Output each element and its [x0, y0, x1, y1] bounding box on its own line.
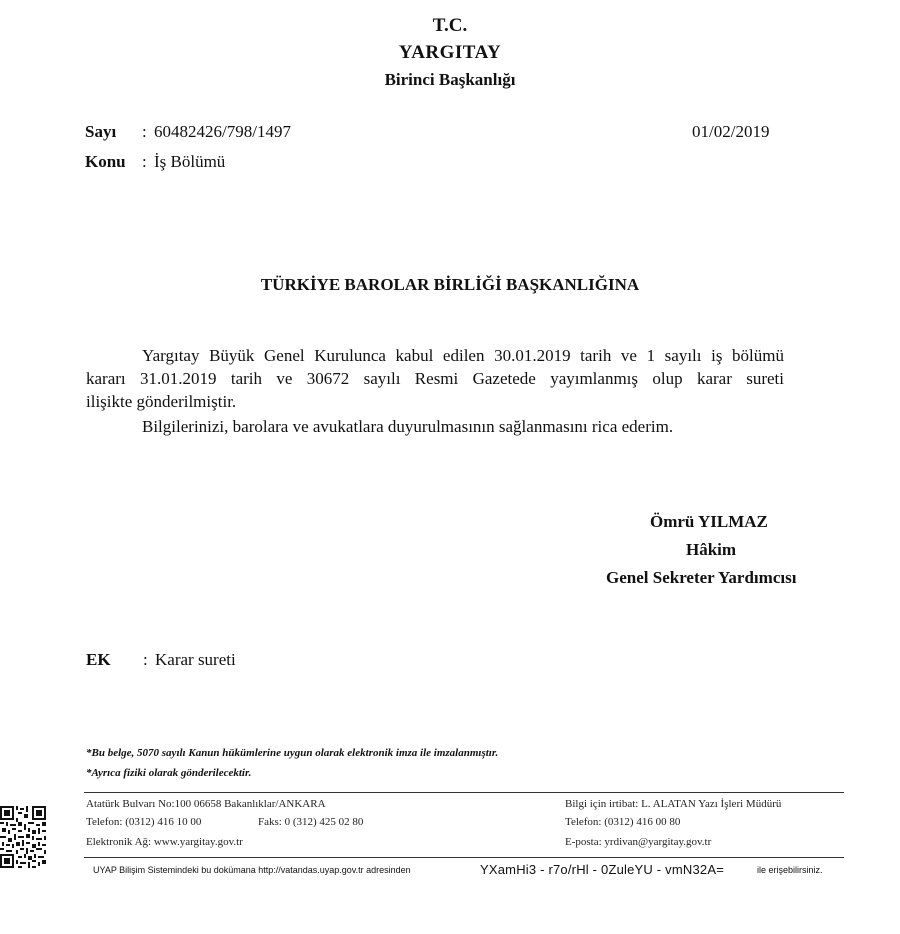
paragraph-line: ilişikte gönderilmiştir.: [86, 392, 237, 411]
attachment-label: EK: [86, 650, 111, 669]
signer-role: Genel Sekreter Yardımcısı: [606, 568, 797, 587]
footer-contact-person: Bilgi için irtibat: L. ALATAN Yazı İşleri Müdürü: [565, 798, 782, 810]
document-date: 01/02/2019: [692, 122, 770, 141]
subject-colon: :: [142, 152, 147, 171]
footer-contact-phone: Telefon: (0312) 416 00 80: [565, 816, 681, 828]
signer-name: Ömrü YILMAZ: [650, 512, 768, 531]
uyap-access-suffix: ile erişebilirsiniz.: [757, 865, 823, 875]
addressee: TÜRKİYE BAROLAR BİRLİĞİ BAŞKANLIĞINA: [260, 275, 640, 294]
subject-label: Konu: [85, 152, 126, 171]
header-department: Birinci Başkanlığı: [384, 70, 516, 89]
attachment-value: Karar sureti: [155, 650, 236, 669]
physical-delivery-note: *Ayrıca fiziki olarak gönderilecektir.: [86, 767, 252, 779]
footer-email: E-posta: yrdivan@yargitay.gov.tr: [565, 836, 712, 848]
qr-code-icon: [0, 806, 46, 868]
e-signature-note: *Bu belge, 5070 sayılı Kanun hükümlerine uygun olarak elektronik imza ile imzalanmıştır.: [86, 747, 499, 759]
reference-number-label: Sayı: [85, 122, 117, 141]
footer-phone: Telefon: (0312) 416 10 00: [86, 816, 202, 828]
footer-website: Elektronik Ağ: www.yargitay.gov.tr: [86, 836, 243, 848]
footer-address: Atatürk Bulvarı No:100 06658 Bakanlıklar/ANKARA: [86, 798, 326, 810]
paragraph-line: Yargıtay Büyük Genel Kurulunca kabul edilen 30.01.2019 tarih ve 1 sayılı iş bölümü: [142, 346, 784, 365]
body-paragraph-1: [86, 344, 784, 413]
reference-number-colon: :: [142, 122, 147, 141]
body-paragraph-2: [86, 415, 784, 438]
paragraph-text: Bilgilerinizi, barolara ve avukatlara duyurulmasının sağlanmasını rica ederim.: [142, 417, 674, 436]
footer-fax: Faks: 0 (312) 425 02 80: [258, 816, 364, 828]
header-tc: T.C.: [432, 15, 468, 36]
uyap-access-text: UYAP Bilişim Sistemindeki bu dokümana http://vatandas.uyap.gov.tr adresinden: [93, 865, 411, 875]
signer-title: Hâkim: [686, 540, 737, 559]
reference-number-value: 60482426/798/1497: [154, 122, 291, 141]
attachment-colon: :: [143, 650, 148, 669]
footer-divider-top: [84, 792, 844, 793]
uyap-verification-code: YXamHi3 - r7o/rHl - 0ZuleYU - vmN32A=: [480, 862, 724, 877]
header-organization: YARGITAY: [398, 42, 502, 63]
paragraph-line: kararı 31.01.2019 tarih ve 30672 sayılı Resmi Gazetede yayımlanmış olup karar sureti: [86, 369, 784, 388]
subject-value: İş Bölümü: [154, 152, 226, 171]
footer-divider-bottom: [84, 857, 844, 858]
